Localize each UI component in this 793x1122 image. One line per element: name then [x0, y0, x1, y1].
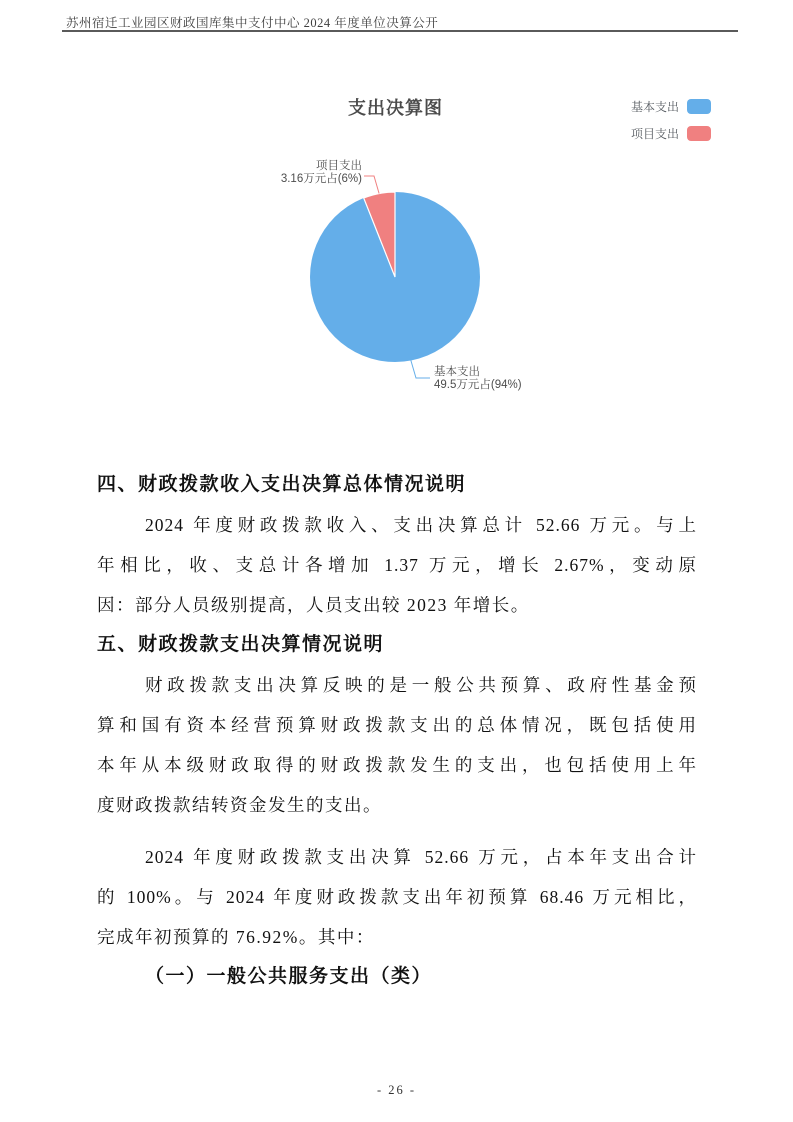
- body-line: 算和国有资本经营预算财政拨款支出的总体情况，既包括使用: [97, 715, 697, 735]
- legend-item-project-expenditure: [631, 125, 711, 142]
- header-rule: [62, 30, 738, 32]
- body-line: 2024 年度财政拨款支出决算 52.66 万元，占本年支出合计: [145, 847, 697, 867]
- legend-swatch-basic-icon: [687, 99, 711, 114]
- leader-line-basic: [411, 361, 430, 379]
- page-number: - 26 -: [376, 1083, 417, 1097]
- body-line: 度财政拨款结转资金发生的支出。: [97, 795, 382, 815]
- pie-label-basic-name: 基本支出: [434, 366, 480, 378]
- pie-chart-svg: [66, 85, 727, 405]
- subsection-heading-1: （一）一般公共服务支出（类）: [145, 966, 433, 987]
- page-header-title: 苏州宿迁工业园区财政国库集中支付中心 2024 年度单位决算公开: [66, 16, 439, 30]
- chart-legend: [631, 98, 711, 142]
- body-line: 2024 年度财政拨款收入、支出决算总计 52.66 万元。与上: [145, 515, 697, 535]
- leader-line-project: [364, 176, 379, 194]
- pie-label-project-name: 项目支出: [316, 160, 362, 172]
- pie-label-project-value: 3.16万元占(6%): [280, 173, 362, 185]
- legend-item-basic-expenditure: [631, 98, 711, 115]
- chart-title: 支出决算图: [348, 98, 443, 118]
- legend-swatch-project-icon: [687, 126, 711, 141]
- legend-label-project: 项目支出: [630, 127, 679, 141]
- body-line: 因：部分人员级别提高，人员支出较 2023 年增长。: [97, 595, 530, 615]
- body-line: 的 100%。与 2024 年度财政拨款支出年初预算 68.46 万元相比，: [97, 887, 697, 907]
- expenditure-pie-chart: [66, 85, 727, 405]
- body-line: 本年从本级财政取得的财政拨款发生的支出，也包括使用上年: [97, 755, 697, 775]
- section-heading-4: 四、财政拨款收入支出决算总体情况说明: [97, 474, 467, 495]
- body-line: 财政拨款支出决算反映的是一般公共预算、政府性基金预: [145, 675, 697, 695]
- body-line: 完成年初预算的 76.92%。其中：: [97, 927, 375, 947]
- document-body: [97, 465, 697, 997]
- section-heading-5: 五、财政拨款支出决算情况说明: [97, 634, 385, 655]
- pie-label-basic-value: 49.5万元占(94%): [434, 379, 522, 391]
- body-line: 年相比，收、支总计各增加 1.37 万元，增长 2.67%，变动原: [97, 555, 697, 575]
- legend-label-basic: 基本支出: [630, 100, 679, 114]
